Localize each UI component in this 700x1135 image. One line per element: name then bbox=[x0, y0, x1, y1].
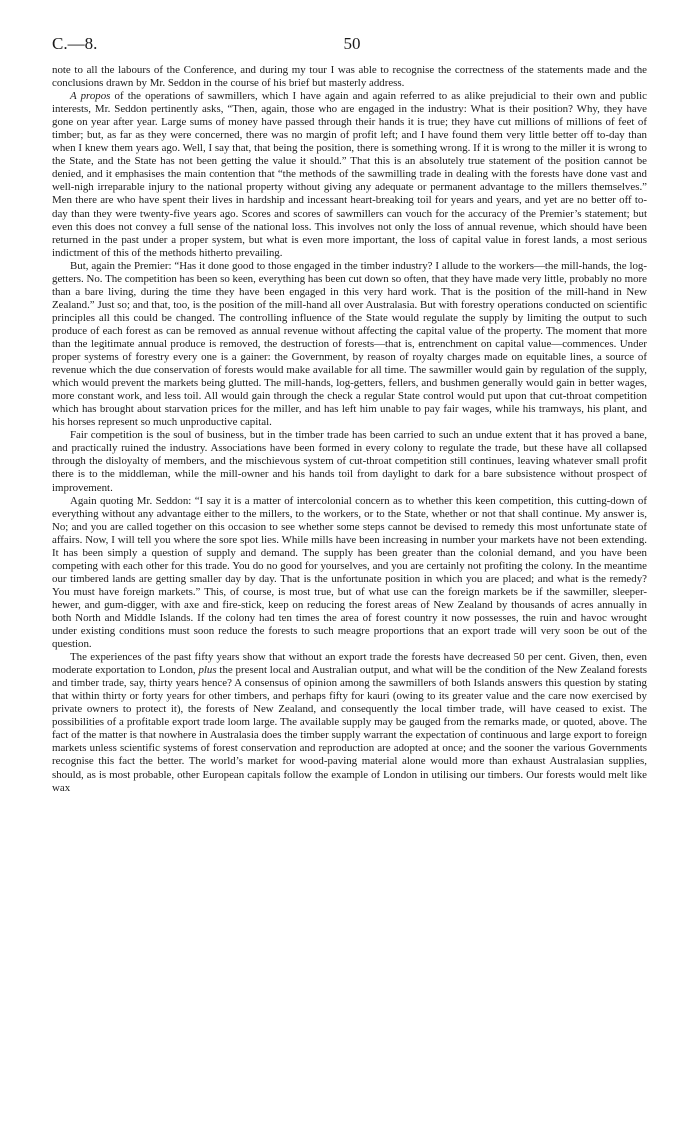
paragraph-text: Fair competition is the soul of business, but in the timber trade has been carried to such an undue extent that it has proved a bane, and practically ruined the industry. Associations have been formed in every colony to regulate the trade, but these have all collapsed through the disloyalty of members, and the mischievous system of cut-throat competition still continues, leaving whatever small profit there is to the middleman, while the mill-owner and his hands toil from daylight to dark for a bare subsistence without prospect of improvement. bbox=[52, 429, 647, 494]
paragraph-text: The experiences of the past fifty years show that without an export trade the forests have decreased 50 per cent. Given, then, even moderate exportation to London, bbox=[52, 651, 647, 677]
paragraph bbox=[52, 429, 647, 494]
paragraph bbox=[52, 90, 647, 260]
page-number: 50 bbox=[343, 34, 361, 53]
paragraph-text: But, again the Premier: “Has it done good to those engaged in the timber industry? I allude to the workers—the mill-hands, the log-getters. No. The competition has been so keen, everything has been cut down so often, that they have made very little, probably no more than a bare living, during the time they have been engaged in this very hard work. That is the position of the mill-hand in New Zealand.” Just so; and that, too, is the position of the mill-hand all over Australasia. But with forestry operations conducted on scientific principles all this could be changed. The controlling influence of the State would regulate the supply by limiting the output to such produce of each forest as can be removed as annual revenue without affecting the capital value of the property. The moment that more than the legitimate annual produce is removed, the destruction of forests—that is, entrenchment on capital value—commences. Under proper systems of forestry every one is a gainer: the Government, by reason of royalty charges made on equitable lines, a source of revenue which the due conservation of forests would make available for all time. The sawmiller would gain by regulation of the supply, which would prevent the markets being glutted. The mill-hands, log-getters, fellers, and bushmen generally would gain in better wages, more constant work, and less toil. All would gain through the check a regular State control would put upon that cut-throat competition which has brought about starvation prices for the miller, and has left him unable to pay fair wages, while his tramways, his plant, and his horses represent so much unproductive capital. bbox=[52, 259, 647, 429]
paragraph bbox=[52, 651, 647, 795]
paragraph bbox=[52, 260, 647, 430]
body-text bbox=[52, 64, 647, 795]
paragraph-text: note to all the labours of the Conference, and during my tour I was able to recognise the correctness of the statements made and the conclusions drawn by Mr. Seddon in the course of his brief but masterly address. bbox=[52, 64, 647, 90]
document-reference: C.—8. bbox=[52, 34, 98, 53]
italic-phrase: A propos bbox=[70, 90, 111, 103]
paragraph-text: Again quoting Mr. Seddon: “I say it is a matter of intercolonial concern as to whether this keen competition, this cutting-down of everything without any advantage either to the millers, to the workers, or to the State, whether or not that shall continue. My answer is, No; and you are called together on this occasion to see whether some steps cannot be devised to remedy this most unfortunate state of affairs. Now, I will tell you where the sore spot lies. While mills have been increasing in number your markets have not been extending. It has been simply a question of supply and demand. The supply has been greater than the colonial demand, and you have been competing with each other for this trade. You do no good for yourselves, and you are certainly not profiting the colony. In the meantime our timbered lands are getting smaller day by day. That is the unfortunate position in which you are placed; and what is the remedy? You must have foreign markets.” This, of course, is most true, but of what use can the foreign markets be if the sawmiller, sleeper-hewer, and gum-digger, with axe and fire-stick, keep on reducing the forest areas of New Zealand by thousands of acres annually in both North and Middle Islands. If the colony had ten times the area of forest country it now possesses, the ruin and havoc wrought under existing conditions must soon reduce the forests to such meagre proportions that an export trade will very soon be out of the question. bbox=[52, 494, 647, 651]
paragraph-text: the present local and Australian output, and what will be the condition of the New Zealand forests and timber trade, say, thirty years hence? A consensus of opinion among the sawmillers of both Islands answers this question by stating that within thirty or forty years for other timbers, and perhaps fifty for kauri (owing to its greater value and the care now exercised by private owners to protect it), the forests of New Zealand, and consequently the local timber trade, will have ceased to exist. The possibilities of a profitable export trade loom large. The available supply may be gauged from the remarks made, or quoted, above. The fact of the matter is that nowhere in Australasia does the timber supply warrant the expectation of continuous and large export to foreign markets unless scientific systems of forest conservation and reproduction are adopted at once; and the sooner the various Governments recognise this fact the better. The world’s market for wood-paving material alone would more than exhaust Australasian supplies, should, as is most probable, other European capitals follow the example of London in utilising our timbers. Our forests would melt like wax bbox=[52, 664, 648, 794]
italic-word: plus bbox=[198, 664, 217, 677]
page-header bbox=[52, 34, 652, 56]
paragraph bbox=[52, 495, 647, 652]
paragraph-continuation bbox=[52, 64, 647, 90]
paragraph-text: of the operations of sawmillers, which I have again and again referred to as alike prejudicial to their own and public interests, Mr. Seddon pertinently asks, “Then, again, those who are engaged in the industry: What is their position? Why, they have gone on year after year. Large sums of money have passed through their hands it is true; they have cut millions of millions of feet of timber; but, as far as they were concerned, there was no margin of profit left; and I have found them very little better off to-day than when I knew them years ago. Well, I say that, that being the position, there is something wrong. If it is wrong to the miller it is wrong to the State, and the State has not been getting the value it should.” That this is an absolutely true statement of the position cannot be denied, and it emphasises the main contention that “the methods of the sawmilling trade in dealing with the forests have done vast and well-nigh irreparable injury to the national property without giving any adequate or permanent advantage to the millers themselves.” Men there are who have spent their lives in hardship and incessant heart-breaking toil for years and years, and yet are no better off to-day than they were twenty-five years ago. Scores and scores of sawmillers can vouch for the accuracy of the Premier’s statement; but even this does not convey a full sense of the national loss. This involves not only the loss of annual revenue, which should have been returned in the past under a proper system, but what is even more important, the loss of capital value in forest lands, a most serious indictment of this of the methods hitherto prevailing. bbox=[52, 90, 647, 259]
